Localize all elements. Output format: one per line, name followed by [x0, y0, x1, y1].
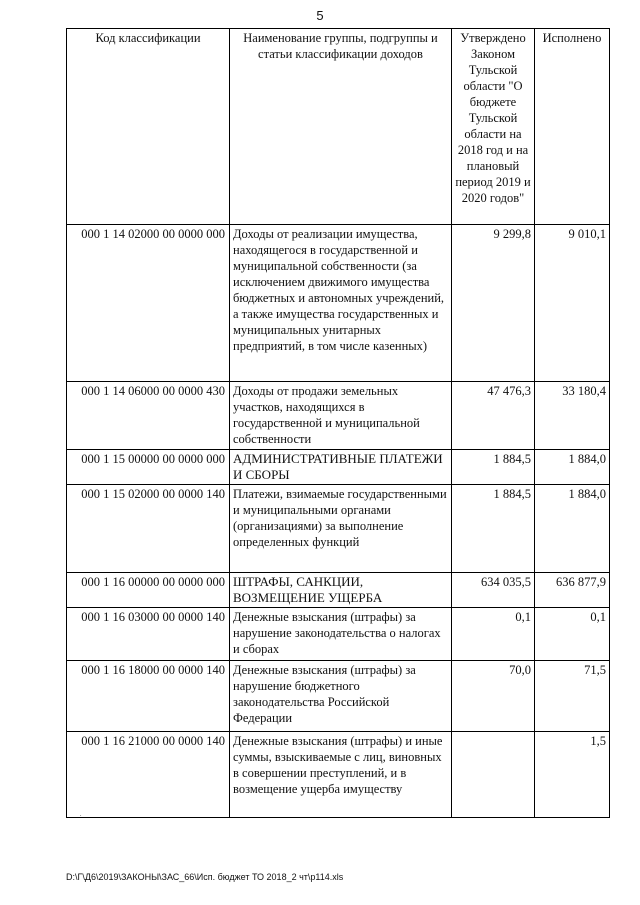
row-approved: 1 884,5 [452, 450, 535, 485]
row-name: Денежные взыскания (штрафы) за нарушение законодательства о налогах и сборах [230, 608, 452, 661]
table-row [67, 225, 610, 382]
row-executed: 9 010,1 [535, 225, 610, 382]
row-executed: 1 884,0 [535, 485, 610, 573]
page-number: 5 [316, 8, 324, 23]
row-code: 000 1 16 00000 00 0000 000 [67, 573, 230, 608]
file-path-footer: D:\Г\Д6\2019\ЗАКОНЫ\ЗАС_66\Исп. бюджет ТО 2018_2 чт\р114.xls [66, 872, 344, 882]
row-approved: 9 299,8 [452, 225, 535, 382]
row-approved: 634 035,5 [452, 573, 535, 608]
row-approved [452, 732, 535, 818]
row-approved: 47 476,3 [452, 382, 535, 450]
row-code: 000 1 14 06000 00 0000 430 [67, 382, 230, 450]
row-name: ШТРАФЫ, САНКЦИИ, ВОЗМЕЩЕНИЕ УЩЕРБА [230, 573, 452, 608]
table-row [67, 485, 610, 573]
header-name: Наименование группы, подгруппы и статьи классификации доходов [230, 29, 452, 225]
row-approved: 1 884,5 [452, 485, 535, 573]
table-row [67, 608, 610, 661]
table-row [67, 573, 610, 608]
row-name: Доходы от продажи земельных участков, находящихся в государственной и муниципальной собственности [230, 382, 452, 450]
header-executed: Исполнено [535, 29, 610, 225]
row-code: 000 1 16 21000 00 0000 140 [67, 732, 230, 818]
table-row [67, 732, 610, 818]
stray-mark: . [80, 812, 82, 818]
revenue-table [66, 28, 610, 818]
row-code: 000 1 16 18000 00 0000 140 [67, 661, 230, 732]
header-row [67, 29, 610, 225]
row-name: АДМИНИСТРАТИВНЫЕ ПЛАТЕЖИ И СБОРЫ [230, 450, 452, 485]
row-approved: 0,1 [452, 608, 535, 661]
row-code: 000 1 16 03000 00 0000 140 [67, 608, 230, 661]
header-code: Код классификации [67, 29, 230, 225]
row-name: Доходы от реализации имущества, находящегося в государственной и муниципальной собственности (за исключением движимого имущества бюджетных и автономных учреждений, а также имущества государственных и муниципальных унитарных предприятий, в том числе казенных) [230, 225, 452, 382]
row-code: 000 1 14 02000 00 0000 000 [67, 225, 230, 382]
row-name: Платежи, взимаемые государственными и муниципальными органами (организациями) за выполнение определенных функций [230, 485, 452, 573]
row-approved: 70,0 [452, 661, 535, 732]
table-row [67, 450, 610, 485]
row-code: 000 1 15 00000 00 0000 000 [67, 450, 230, 485]
row-code: 000 1 15 02000 00 0000 140 [67, 485, 230, 573]
row-executed: 0,1 [535, 608, 610, 661]
row-name: Денежные взыскания (штрафы) за нарушение бюджетного законодательства Российской Федерации [230, 661, 452, 732]
row-name: Денежные взыскания (штрафы) и иные суммы, взыскиваемые с лиц, виновных в совершении преступлений, и в возмещение ущерба имуществу [230, 732, 452, 818]
header-approved: Утверждено Законом Тульской области "О бюджете Тульской области на 2018 год и на плановый период 2019 и 2020 годов" [452, 29, 535, 225]
row-executed: 33 180,4 [535, 382, 610, 450]
table-row [67, 661, 610, 732]
row-executed: 636 877,9 [535, 573, 610, 608]
table-row [67, 382, 610, 450]
row-executed: 1 884,0 [535, 450, 610, 485]
row-executed: 1,5 [535, 732, 610, 818]
row-executed: 71,5 [535, 661, 610, 732]
